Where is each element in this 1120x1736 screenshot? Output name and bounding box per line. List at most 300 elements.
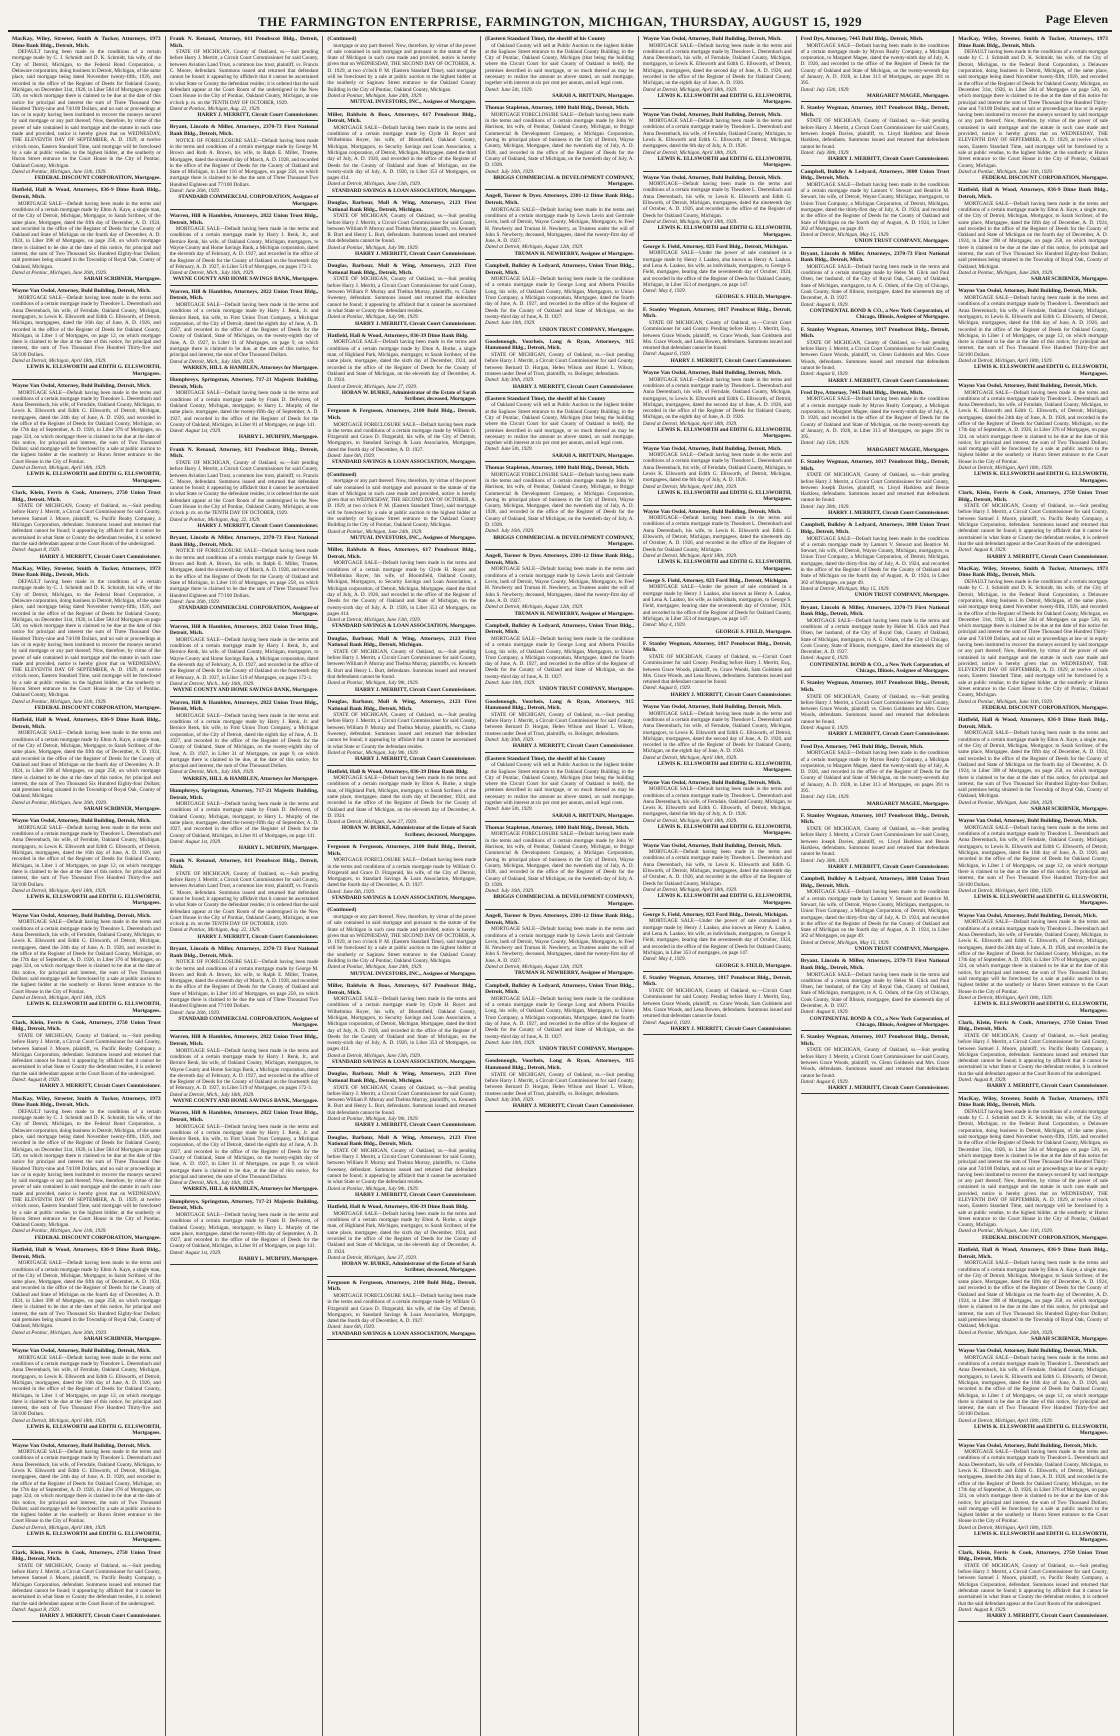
legal-notice [12, 1443, 161, 1547]
notice-body: MORTGAGE—Default having been made in the terms and conditions of a certain mortgage made by Theodore L. Deerenbach and Anna Deerenbach, his wife, to Lewis K. Ellsworth and Edith G. Ellsworth, of Detroit, Michigan, mortgagees, dated the nineteenth day of October, A. D. 1926, and recorded in the office of the Register of Deeds for Oakland County, Michigan. [642, 515, 792, 553]
notice-date: Dated at Pontiac, Michigan, July 9th, 1929. [327, 314, 419, 321]
notice-body: STATE OF MICHIGAN, County of Oakland, ss.—Circuit Court Commissioner for said County. Pending before Harry J. Merritt, Esq., between Grace Woods, plaintiff, vs. Grace Woods, Sam Goldstein and Mrs. Grace Woods, and Lena Bowen, defendants. Summons issued and returned that defendant cannot be found. [642, 988, 792, 1020]
notice-signature: STANDARD SAVINGS & LOAN ASSOCIATION, Mortgagee. [331, 895, 477, 902]
notice-body: MORTGAGE SALE—Default having been made in the terms and conditions of a certain mortgage made by Theodore L. Deerenbach and Anna Deerenbach, his wife, of Ferndale, Oakland County, Michigan, mortgagors, to Lewis K. Ellsworth and Edith G. Ellsworth, of Detroit, Michigan, mortgagees, dated the second day of June, A. D. 1926, and recorded in the office of the Register of Deeds for Oakland County, Michigan, on the eighth day of June, A. D. 1926. [642, 42, 792, 87]
notice-body: STATE OF MICHIGAN, County of Oakland, ss.—Suit pending before Harry J. Merritt, a Circuit Court Commissioner for said County, between Samuel J. Moore, plaintiff, vs. Pacific Realty Company, a Michigan Corporation, defendant. Summons issued and returned that defendant cannot be found; it appearing by affidavit that it cannot be ascertained in what State or County the defendant resides, it is ordered that the said defendant appear at the Court Room of the undersigned. [12, 503, 161, 547]
notice-heading: Douglas, Barbour, Moll & Wing, Attorneys, 2123 First National Bank Bldg., Detroit, Michigan. [327, 635, 477, 649]
notice-signature: UNION TRUST COMPANY, Mortgagee. [539, 326, 634, 333]
notice-date: Dated at Detroit, Michigan, April 18th, 1929. [642, 754, 738, 761]
legal-notice [801, 958, 950, 1031]
notice-heading: Hatfield, Hall & Wood, Attorneys, 836-9 Dime Bank Bldg., Detroit, Mich. [958, 717, 1108, 730]
notice-heading: Fred Dye, Attorney, 7445 Buhl Bldg., Detroit, Mich. [800, 36, 924, 42]
legal-notice [170, 1199, 319, 1266]
notice-heading: Humphreys, Springstun, Attorney, 717-21 Majestic Building, Detroit, Mich. [169, 377, 319, 390]
legal-notice [958, 1020, 1108, 1093]
notice-body: DEFAULT having been made in the conditions of a certain mortgage made by C. J. Schmidt and D. K. Schmidt, his wife, of the City of Detroit, Michigan, to the Federal Bond Corporation, a Delaware corporation, doing business in Detroit, Michigan, of the same place, said mortgage being dated November twenty-fifth, 1926, and recorded in the office of the Register of Deeds for Oakland County, Michigan, on December 31st, 1926, in Liber 584 of Mortgages on page 530, on which mortgage there is claimed to be due at the date of this notice for principal and interest the sum of Three Thousand One Hundred Thirty-nine and 74/100 Dollars, and no suit or proceedings at law or in equity having been instituted to recover the moneys secured by said mortgage or any part thereof; Now, therefore, by virtue of the power of sale contained in said mortgage and the statute in such case made and provided, notice is hereby given that on WEDNESDAY, THE ELEVENTH DAY OF SEPTEMBER, A. D. 1929, at twelve o'clock noon, Eastern Standard Time, said mortgage will be foreclosed by a sale at public vendue, to the highest bidder, at the southerly or Huron Street entrance to the Court House in the City of Pontiac, Oakland County, Michigan. [958, 1108, 1108, 1229]
notice-signature: STANDARD COMMERCIAL CORPORATION, Assignee of Mortgagee. [178, 1015, 319, 1029]
notice-body: STATE OF MICHIGAN, County of Oakland, ss.—Suit pending before Harry J. Merritt, a Circuit Court Commissioner for said County, between Joseph Davies, plaintiff, vs. Lloyd Harkless and Bessie Harkless, defendants. Summons issued and returned that defendants cannot be found. [800, 826, 950, 858]
notice-body: DEFAULT having been made in the conditions of a certain mortgage made by C. J. Schmidt and D. K. Schmidt, his wife, of the City of Detroit, Michigan, to the Federal Bond Corporation, a Delaware corporation, doing business in Detroit, Michigan, of the same place, said mortgage being dated November twenty-fifth, 1926, and recorded in the office of the Register of Deeds for Oakland County, Michigan, on December 31st, 1926, in Liber 584 of Mortgages on page 530, on which mortgage there is claimed to be due at the date of this notice for principal and interest the sum of Three Thousand One Hundred Thirty-nine and 74/100 Dollars, and no suit or proceedings at law or in equity having been instituted to recover the moneys secured by said mortgage or any part thereof; Now, therefore, by virtue of the power of sale contained in said mortgage and the statute in such case made and provided, notice is hereby given that on WEDNESDAY, THE ELEVENTH DAY OF SEPTEMBER, A. D. 1929, at twelve o'clock noon, Eastern Standard Time, said mortgage will be foreclosed by a sale at public vendue, to the highest bidder, at the southerly or Huron Street entrance to the Court House in the City of Pontiac, Oakland County, Michigan. [958, 49, 1108, 169]
legal-notice [170, 377, 319, 444]
notice-date: Dated at Detroit, Mich., July 16th, 1929. [169, 270, 255, 277]
notice-body: MORTGAGE SALE—Default having been made in the terms and conditions of a certain mortgage made by Theodore L. Deerenbach and Anna Deerenbach, his wife, of Ferndale, Oakland County, Michigan, to Lewis K. Ellsworth and Edith G. Ellsworth, of Detroit, Michigan, mortgagees, dated the 24th day of June, A. D. 1926, and recorded in the office of the Register of Deeds for Oakland County, Michigan, on the 17th day of September, A. D. 1926, in Liber 376 of Mortgages, on page 324, on which mortgage there is claimed to be due at the date of this notice, for principal and interest, the sum of Two Thousand Dollars; said mortgage will be foreclosed by a sale at public auction to the highest bidder at the southerly or Huron Street entrance to the Court House in the City of Pontiac. [12, 919, 161, 995]
legal-notice [958, 187, 1108, 285]
notice-signature: LEWIS K. ELLSWORTH and EDITH G. ELLSWORTH, Mortgagees. [26, 364, 161, 377]
notice-body: MORTGAGE SALE—Default having been made in the terms and conditions of a certain mortgage made by Elton A. Burke, a single man, of Highland Park, Michigan, mortgagor, to Sarah Scribner, of the same place, mortgagee, dated the sixth day of December, 1924, and recorded in the office of the Register of Deeds for the County of Oakland and State of Michigan, on the eleventh day of December, A. D. 1924. [327, 339, 477, 384]
legal-notice [958, 1096, 1108, 1244]
notice-heading: Frank N. Renaud, Attorney, 611 Penobscot Bldg., Detroit, Mich. [169, 446, 319, 460]
notice-signature: LEWIS K. ELLSWORTH and EDITH G. ELLSWORTH, Mortgagees. [26, 1423, 161, 1437]
notice-heading: Wayne Van Osdol, Attorney, Buhl Building, Detroit, Mich. [642, 36, 782, 42]
notice-heading: Wayne Van Osdol, Attorney, Buhl Building, Detroit, Mich. [642, 111, 782, 118]
notice-signature: MARGARET MAGEE, Mortgagee. [866, 446, 950, 453]
notice-signature: GEORGE S. FIELD, Mortgagee. [715, 628, 792, 635]
legal-notices-columns [8, 36, 1112, 1736]
notice-signature: LEWIS K. ELLSWORTH and EDITH G. ELLSWORTH, Mortgagees. [657, 559, 792, 572]
notice-heading: Campbell, Bulkley & Ledyard, Attorneys, Union Trust Bldg., Detroit, Mich. [485, 262, 634, 276]
notice-date: Dated at Detroit, Michigan, April 18th, 1929. [12, 994, 107, 1001]
notice-heading: F. Stanley Wegman, Attorney, 1017 Penobscot Bldg., Detroit, Mich. [800, 680, 950, 693]
notice-body: NOTICE OF FORECLOSURE SALE—Default having been made in the terms and conditions of a certain mortgage made by George M. Brown and Ruth A. Brown, his wife, to Ralph E. Miller, Trustee, Mortgagee, dated the sixteenth day of March, A. D. 1928, and recorded in the office of the Register of Deeds for the County of Oakland and State of Michigan, in Liber 116 of Mortgages, on page 258, on which mortgage there is claimed to be due the sum of Three Thousand Two Hundred Eighteen and 77/100 Dollars. [169, 959, 319, 1010]
notice-body: MORTGAGE SALE—Default having been made in the terms and conditions of a certain mortgage made by Helen M. Glick and Paul Olsen, her husband, of the City of Royal Oak, County of Oakland, State of Michigan, mortgagors, to A. G. Odum, of the City of Chicago, Cook County, State of Illinois, mortgagee, dated the nineteenth day of December, A. D. 1927. [800, 263, 950, 302]
legal-notice [643, 112, 792, 172]
notice-body: MORTGAGE SALE—Under the power of sale contained in a mortgage made by Henry J. Laakso, also known as Henry A. Laakso, and Lena A. Laakso, his wife, as individuals, mortgagors, to George S. Field, mortgagee, bearing date the seventeenth day of October, 1924, and recorded in the office of the Register of Deeds for Oakland County, Michigan, in Liber 353 of mortgages, on page 147. [642, 250, 792, 288]
legal-notice [327, 263, 476, 330]
notice-signature: LEWIS K. ELLSWORTH and EDITH G. ELLSWORTH, Mortgagees. [26, 1001, 161, 1014]
legal-notice [958, 288, 1108, 379]
notice-heading: Warren, Hill & Hamblen, Attorneys, 2822 Union Trust Bldg., Detroit, Mich. [169, 212, 319, 226]
notice-body: STATE OF MICHIGAN, County of Oakland, ss.—Suit pending before Harry J. Merritt, a Circuit Court Commissioner for said County, between Samuel J. Moore, plaintiff, vs. Pacific Realty Company, a Michigan Corporation, defendant. Summons issued and returned that defendant cannot be found; it appearing by affidavit that it cannot be ascertained in what State or County the defendant resides, it is ordered that the said defendant appear at the Court Room of the undersigned. [958, 1562, 1108, 1607]
notice-heading: Warren, Hill & Hamblen, Attorneys, 2822 Union Trust Bldg., Detroit, Mich. [169, 623, 319, 637]
notice-signature: WAYNE COUNTY AND HOME SAVINGS BANK, Mortgagee. [172, 1098, 319, 1105]
notice-date: Dated at Detroit, Michigan, April 18th, 1929. [642, 817, 738, 824]
notice-heading: Fred Dye, Attorney, 7445 Buhl Bldg., Detroit, Mich. [800, 389, 924, 396]
notice-body: MORTGAGE SALE—Default having been made in the conditions of a certain mortgage made by Lamont V. Stewart and Beatrice M. Stewart, his wife, of Detroit, Wayne County, Michigan, mortgagors, to Union Trust Company, a Michigan Corporation, of Detroit, Michigan, mortgagee, dated the thirty-first day of July, A. D. 1924, and recorded in the office of the Register of Deeds for the County of Oakland and State of Michigan on the fourth day of August, A. D. 1924, in Liber 362 of Mortgages, on page 49. [800, 889, 950, 940]
column-1 [8, 36, 166, 1736]
notice-body: STATE OF MICHIGAN, County of Oakland, ss.—Circuit Court Commissioner for said County. Pending before Harry J. Merritt, Esq., between Grace Woods, plaintiff, vs. Grace Woods, Sam Goldstein and Mrs. Grace Woods, and Lena Bowen, defendants. Summons issued and returned that defendant cannot be found. [642, 319, 792, 352]
notice-heading: Goodenough, Voorheis, Long & Ryan, Attorneys, 915 Hammond Bldg., Detroit, Mich. [485, 338, 634, 352]
notice-heading: Hatfield, Hall & Wood, Attorneys, 836-9 Dime Bank Bldg., Detroit, Mich. [12, 1247, 161, 1260]
notice-date: Dated: August 8, 1929. [958, 547, 1007, 554]
notice-date: Dated: July 16th, 1929. [485, 168, 535, 175]
notice-signature: LEWIS K. ELLSWORTH and EDITH G. ELLSWORTH, Mortgagees. [26, 894, 161, 907]
notice-body: MORTGAGE SALE—Default having been made in the conditions of a certain mortgage made by Myron Realty Company, a Michigan corporation, to Margaret Magee, dated the twenty-ninth day of July, A. D. 1926, and recorded in the office of the Register of Deeds for the County of Oakland and State of Michigan, on the twenty-seventh day of January, A. D. 1928, in Liber 313 of Mortgages, on pages 391 to 395. [800, 396, 950, 441]
notice-body: mortgage or any part thereof. Now, therefore, by virtue of the power of sale contained in said mortgage and pursuant to the statute of the State of Michigan in such case made and provided, notice is hereby given that on WEDNESDAY, THE SECOND DAY OF OCTOBER, A. D. 1929, at two o'clock P. M. (Eastern Standard Time), said mortgage will be foreclosed by a sale at public auction to the highest bidder at the southerly or Saginaw Street entrance to the Oakland County Building in the City of Pontiac, Oakland County, Michigan. [327, 478, 477, 529]
notice-heading: Douglas, Barbour, Moll & Wing, Attorneys, 2123 First National Bank Bldg., Detroit, Michigan. [327, 1071, 477, 1084]
notice-body: MORTGAGE SALE—Default having been made in the terms and conditions of a certain mortgage made by Harry J. Renk, Jr., and Bernice Renk, his wife, of Oakland County, Michigan, mortgagors, to Wayne County and Home Savings Bank, a Michigan corporation, dated the eleventh day of February, A. D. 1927, and recorded in the office of the Register of Deeds for the County of Oakland on the fourteenth day of February, A. D. 1927, in Liber 519 of Mortgages, on pages 172-3. [169, 1047, 319, 1092]
notice-signature: LEWIS K. ELLSWORTH and EDITH G. ELLSWORTH, Mortgagees. [974, 1001, 1108, 1014]
notice-signature: LEWIS K. ELLSWORTH and EDITH G. ELLSWORTH, Mortgagees. [657, 893, 792, 906]
notice-body: MORTGAGE SALE—Default having been made in the terms and conditions of a certain mortgage made by Frank D. DeForrest, of Oakland County, Michigan, mortgagor, to Harry L. Murphy of the same place, mortgagee, dated the twenty-fifth day of September, A. D. 1927, and recorded in the office of the Register of Deeds for the County of Oakland, Michigan, in Liber 81 of Mortgages, on page 141. [169, 801, 319, 839]
notice-body: MORTGAGE SALE—Default having been made in the terms and conditions of a certain mortgage made by Theodore L. Deerenbach and Anna Deerenbach, his wife, of Ferndale, Oakland County, Michigan, mortgagors, to Lewis K. Ellsworth and Edith G. Ellsworth, of Detroit, Michigan, mortgagees, dated the second day of June, A. D. 1926, and recorded in the office of the Register of Deeds for Oakland County, Michigan, on the eighth day of June, A. D. 1926. [642, 376, 792, 421]
notice-date: Dated at Detroit, Michigan, April 18th, 1929. [642, 420, 738, 427]
notice-date: Dated: July 15th, 1929. [800, 86, 850, 93]
legal-notice [12, 818, 161, 909]
notice-heading: Warren, Hill & Hamblen, Attorneys, 2822 Union Trust Bldg., Detroit, Mich. [169, 1110, 319, 1123]
notice-date: Dated at Pontiac, Michigan, July 9th, 1929. [327, 749, 419, 756]
column-2 [166, 36, 324, 1736]
notice-signature: BRIGGS COMMERCIAL & DEVELOPMENT COMPANY, Mortgagee. [493, 894, 634, 907]
column-7 [954, 36, 1112, 1736]
notice-date: Dated: June 26th, 1929. [169, 1009, 220, 1016]
notice-date: Dated at Pontiac, Michigan, June 26th, 1929. [12, 799, 108, 806]
notice-heading: Thomas Stapleton, Attorney, 1800 Buhl Bldg., Detroit, Mich. [485, 465, 630, 472]
notice-body: STATE OF MICHIGAN, County of Oakland, ss.—Circuit Court Commissioner for said County. Pending before Harry J. Merritt, Esq., between Grace Woods, plaintiff, vs. Grace Woods, Sam Goldstein and Mrs. Grace Woods, and Lena Bowen, defendants. Summons issued and returned that defendant cannot be found. [642, 653, 792, 686]
notice-heading: F. Stanley Wegman, Attorney, 1017 Penobscot Bldg., Detroit, Mich. [800, 459, 950, 472]
notice-heading: Wayne Van Osdol, Attorney, Buhl Building, Detroit, Mich. [12, 912, 151, 919]
notice-signature: MUTUAL INVESTORS, INC., Assignee of Mortgagee. [350, 534, 477, 541]
notice-body: MORTGAGE FORECLOSURE SALE—Default having been made in the terms and conditions of a certain mortgage made by William O. Fitzgerald and Grace D. Fitzgerald, his wife, of the City of Detroit, Mortgagors, to Standard Savings & Loan Association, Mortgagee, dated the fourth day of December, A. D. 1927. [327, 857, 477, 889]
notice-heading: Wayne Van Osdol, Attorney, Buhl Building, Detroit, Mich. [642, 779, 782, 786]
legal-notice [327, 844, 476, 904]
notice-heading: Ferguson & Ferguson, Attorneys, 2100 Buhl Bldg., Detroit, Mich. [327, 844, 477, 857]
notice-body: MORTGAGE SALE—Default having been made in the conditions of a certain mortgage made by Lamont V. Stewart and Beatrice M. Stewart, his wife, of Detroit, Wayne County, Michigan, mortgagors, to Union Trust Company, a Michigan Corporation, of Detroit, Michigan, mortgagee, dated the thirty-first day of July, A. D. 1924, and recorded in the office of the Register of Deeds for the County of Oakland and State of Michigan on the fourth day of August, A. D. 1924, in Liber 362 of Mortgages, on page 49. [800, 535, 950, 586]
legal-notice [12, 1348, 161, 1439]
notice-date: Dated: August 6, 1929. [800, 301, 849, 308]
notice-date: Dated: June 26th, 1929. [169, 598, 220, 605]
legal-notice [327, 907, 476, 980]
notice-heading: Campbell, Bulkley & Ledyard, Attorneys, 3800 Union Trust Bldg., Detroit, Mich. [800, 522, 950, 535]
notice-body: DEFAULT having been made in the conditions of a certain mortgage made by C. J. Schmidt and D. K. Schmidt, his wife, of the City of Detroit, Michigan, to the Federal Bond Corporation, a Delaware corporation, doing business in Detroit, Michigan, of the same place, said mortgage being dated November twenty-fifth, 1926, and recorded in the office of the Register of Deeds for Oakland County, Michigan, on December 31st, 1926, in Liber 584 of Mortgages on page 530, on which mortgage there is claimed to be due at the date of this notice for principal and interest the sum of Three Thousand One Hundred Thirty-nine and 74/100 Dollars, and no suit or proceedings at law or in equity having been instituted to recover the moneys secured by said mortgage or any part thereof; Now, therefore, by virtue of the power of sale contained in said mortgage and the statute in such case made and provided, notice is hereby given that on WEDNESDAY, THE ELEVENTH DAY OF SEPTEMBER, A. D. 1929, at twelve o'clock noon, Eastern Standard Time, said mortgage will be foreclosed by a sale at public vendue, to the highest bidder, at the southerly or Huron Street entrance to the Court House in the City of Pontiac, Oakland County, Michigan. [12, 49, 161, 169]
notice-heading: Bryant, Lincoln & Miller, Attorneys, 2370-73 First National Bank Bldg., Detroit, Mich. [800, 958, 950, 971]
legal-notice [170, 700, 319, 785]
notice-date: Dated at Pontiac, Michigan, June 11th, 1929. [958, 698, 1053, 705]
legal-notice [958, 1348, 1108, 1439]
legal-notice [12, 187, 161, 285]
notice-date: Dated: August 6, 1929. [800, 1078, 849, 1085]
notice-body: STATE OF MICHIGAN, County of Oakland, ss.—Suit pending before Harry J. Merritt, a Circuit Court Commissioner for said County, between Aviation Land Trust, a common law trust, plaintiff, vs. Francis C. Moore, defendant. Summons issued and returned that defendant cannot be found; it appearing by affidavit that it cannot be ascertained in what State or County the defendant resides; it is ordered that the said defendant appear at the Court Room of the undersigned in the New Court House in the City of Pontiac, Oakland County, Michigan, at one o'clock p. m. on the TENTH DAY OF OCTOBER, 1929. [169, 49, 319, 106]
notice-date: Dated at Detroit, Michigan, April 18th, 1929. [958, 994, 1053, 1001]
notice-date: Dated at Pontiac, Michigan, June 24th, 1929. [327, 528, 423, 535]
notice-body: MORTGAGE SALE—Default having been made in the terms and conditions of a certain mortgage made by Theodore L. Deerenbach and Anna Deerenbach, his wife, of Ferndale, Oakland County, Michigan, to Lewis K. Ellsworth and Edith G. Ellsworth, of Detroit, Michigan, mortgagees, dated the 24th day of June, A. D. 1926, and recorded in the office of the Register of Deeds for Oakland County, Michigan, on the 17th day of September, A. D. 1926, in Liber 376 of Mortgages, on page 324, on which mortgage there is claimed to be due at the date of this notice, for principal and interest, the sum of Two Thousand Dollars; said mortgage will be foreclosed by a sale at public auction to the highest bidder at the southerly or Huron Street entrance to the Court House in the City of Pontiac. [958, 389, 1108, 465]
notice-heading: Hatfield, Hall & Wood, Attorneys, 836-9 Dime Bank Bldg., Detroit, Mich. [958, 1247, 1108, 1260]
notice-date: Dated at Detroit, Michigan, April 18th, 1929. [642, 86, 738, 93]
legal-notice [12, 383, 161, 487]
notice-body: MORTGAGE SALE—Default having been made in the terms and conditions of a certain mortgage made by Frank D. DeForrest, of Oakland County, Michigan, mortgagor, to Harry L. Murphy of the same place, mortgagee, dated the twenty-fifth day of September, A. D. 1927, and recorded in the office of the Register of Deeds for the County of Oakland, Michigan, in Liber 81 of Mortgages, on page 141. [169, 390, 319, 428]
legal-notice [801, 522, 950, 601]
notice-heading: Fred Dye, Attorney, 7445 Buhl Bldg., Detroit, Mich. [800, 743, 924, 750]
notice-date: Dated: June 5th, 1929. [485, 446, 533, 453]
notice-heading: Wayne Van Osdol, Attorney, Buhl Building, Detroit, Mich. [12, 1348, 151, 1355]
notice-date: Dated at Detroit, Michigan, August 12th, 1929. [485, 604, 584, 611]
notice-date: Dated: July 30th, 1929. [800, 503, 850, 510]
notice-date: Dated at Detroit, Michigan, April 18th, 1929. [12, 358, 107, 365]
notice-signature: GEORGE S. FIELD, Mortgagee. [715, 962, 792, 969]
notice-signature: GEORGE S. FIELD, Mortgagee. [715, 294, 792, 301]
notice-date: Dated at Detroit, Mich., July 16th, 1929. [169, 680, 255, 687]
notice-heading: Angell, Turner & Dyer, Attorneys, 2301-12 Dime Bank Bldg., Detroit, Mich. [485, 553, 634, 566]
legal-notice [485, 1058, 634, 1112]
notice-body: MORTGAGE SALE—Default having been made in the terms and conditions of a certain mortgage made by Elton A. Kaye, a single man, of the City of Detroit, Michigan, Mortgagor, to Sarah Scribner, of the same place, Mortgagee, dated the fifth day of December, A. D. 1924, and recorded in the office of the Register of Deeds for the County of Oakland and State of Michigan on the fourth day of December, A. D. 1924, in Liber 398 of Mortgages, on page 258, on which mortgage there is claimed to be due at the date of this notice, for principal and interest, the sum of Two Thousand Six Hundred Eighty-four Dollars; said premises being situated in the Township of Royal Oak, County of Oakland, Michigan. [958, 200, 1108, 270]
notice-signature: HARRY J. MERRITT, Circuit Court Commissioner. [828, 863, 950, 870]
notice-signature: FEDERAL DISCOUNT CORPORATION, Mortgagee. [981, 1234, 1108, 1241]
notice-date: Dated: June 6th, 1929. [327, 888, 376, 895]
notice-date: Dated at Detroit, Michigan, August 12th, 1929. [485, 964, 584, 971]
notice-signature: HOBAN W. BURKE, Administrator of the Estate of Sarah Scribner, deceased, Mortgagee. [341, 1261, 477, 1274]
notice-signature: SARAH A. BRITTAIN, Mortgagee. [552, 452, 634, 459]
notice-date: Dated at Detroit, Michigan, April 18th, 1929. [12, 465, 107, 472]
legal-notice [12, 1247, 161, 1345]
legal-notice [12, 1550, 161, 1623]
notice-signature: STANDARD SAVINGS & LOAN ASSOCIATION, Mortgagee. [331, 1059, 477, 1066]
notice-body: MORTGAGE SALE—Default having been made in the conditions of a certain mortgage made by Lamont V. Stewart and Beatrice M. Stewart, his wife, of Detroit, Wayne County, Michigan, mortgagors, to Union Trust Company, a Michigan Corporation, of Detroit, Michigan, mortgagee, dated the thirty-first day of July, A. D. 1924, and recorded in the office of the Register of Deeds for the County of Oakland and State of Michigan on the fourth day of August, A. D. 1924, in Liber 362 of Mortgages, on page 49. [800, 181, 950, 232]
legal-notice [12, 1096, 161, 1244]
legal-notice [485, 465, 634, 550]
notice-heading: F. Stanley Wegman, Attorney, 1017 Penobscot Bldg., Detroit, Mich. [642, 306, 792, 320]
notice-heading: Bryant, Lincoln & Miller, Attorneys, 2370-73 First National Bank Bldg., Detroit, Mich. [169, 535, 319, 548]
notice-heading: (Continued) [327, 907, 357, 914]
notice-heading: Ferguson & Ferguson, Attorneys, 2100 Buhl Bldg., Detroit, Mich. [327, 408, 477, 421]
legal-notice [170, 36, 319, 121]
notice-signature: STANDARD COMMERCIAL CORPORATION, Assignee of Mortgagee. [178, 605, 319, 618]
notice-heading: Hatfield, Hall & Wood, Attorneys, 836-39 Dime Bank Bldg. [327, 332, 469, 339]
notice-body: MORTGAGE—Default having been made in the terms and conditions of a certain mortgage made by Theodore L. Deerenbach and Anna Deerenbach, his wife, to Lewis K. Ellsworth and Edith G. Ellsworth, of Detroit, Michigan, mortgagees, dated the nineteenth day of October, A. D. 1926, and recorded in the office of the Register of Deeds for Oakland County, Michigan. [642, 849, 792, 887]
notice-heading: Bryant, Lincoln & Miller, Attorneys, 2370-73 First National Bank Bldg., Detroit, Mich. [800, 604, 950, 618]
notice-body: MORTGAGE SALE—Default having been made in the terms and conditions of a certain mortgage made by Theodore L. Deerenbach and Anna Deerenbach, his wife, of Ferndale, Oakland County, Michigan, mortgagors, to Lewis K. Ellsworth and Edith G. Ellsworth, of Detroit, Michigan, mortgagees, dated the 16th day of June, A. D. 1926, and recorded in the office of the Register of Deeds for Oakland County, Michigan, in Liber 1 of Mortgages, on page 12, on which mortgage there is claimed to be due at the date of this notice, for principal and interest, the sum of Two Thousand Five Hundred Thirty-five and 50/100 Dollars. [12, 824, 161, 888]
legal-notice [485, 396, 634, 462]
notice-heading: Humphreys, Springstun, Attorney, 717-21 Majestic Building, Detroit, Mich. [169, 788, 319, 801]
notice-body: STATE OF MICHIGAN, County of Oakland, ss.—Suit pending before Harry J. Merritt, a Circuit Court Commissioner for said County, between William P. Murray and Thelma Murray, plaintiffs, vs. Clarke Sweeney, defendant. Summons issued and returned that defendant cannot be found; it appearing by affidavit that it cannot be ascertained in what State or County the defendant resides. [327, 712, 477, 750]
notice-signature: STANDARD SAVINGS & LOAN ASSOCIATION, Mortgagee. [331, 187, 477, 194]
notice-date: Dated: June 10th, 1929. [485, 680, 536, 687]
legal-notice [643, 641, 792, 701]
legal-notice [801, 169, 950, 248]
notice-body: STATE OF MICHIGAN, County of Oakland, ss.—Suit pending before Harry J. Merritt, a Circuit Court Commissioner for said County, between Joseph Davies, plaintiff, vs. Lloyd Harkless and Bessie Harkless, defendants. Summons issued and returned that defendants cannot be found. [800, 118, 950, 150]
notice-signature: HARRY J. MERRITT, Circuit Court Commissioner. [197, 933, 319, 940]
legal-notice [801, 36, 950, 102]
notice-body: MORTGAGE SALE—Default having been made in the terms and conditions of a certain mortgage made by Theodore L. Deerenbach and Anna Deerenbach, his wife, of Ferndale, Oakland County, Michigan, to Lewis K. Ellsworth and Edith G. Ellsworth, of Detroit, Michigan, mortgagees, dated the 6th day of July, A. D. 1926. [642, 118, 792, 150]
legal-notice [170, 788, 319, 855]
legal-notice [327, 1135, 476, 1202]
notice-body: MORTGAGE FORECLOSURE SALE—Default having been made in the terms and conditions of a certain mortgage made by John W. Harrison, his wife, of Pontiac, Oakland County, Michigan, to Briggs Commercial & Development Company, a Michigan Corporation, having its principal place of business in the City of Detroit, Wayne County, Michigan, Mortgagee, dated the twentieth day of July, A. D. 1928, and recorded in the office of the Register of Deeds for the County of Oakland, State of Michigan, on the twentieth day of July, A. D. 1928. [485, 111, 634, 169]
notice-date: Dated at Pontiac, Michigan, June 11th, 1929. [958, 1228, 1053, 1235]
notice-date: Dated: July 30th, 1929. [800, 149, 850, 156]
notice-heading: Hatfield, Hall & Wood, Attorneys, 836-39 Dime Bank Bldg. [327, 1204, 469, 1211]
notice-date: Dated: August 1st, 1929. [169, 1249, 222, 1256]
notice-signature: SARAH SCRIBNER, Mortgagee. [1031, 276, 1108, 283]
notice-signature: HARRY J. MERRITT, Circuit Court Commissioner. [670, 357, 792, 364]
legal-notice [170, 1034, 319, 1107]
notice-date: Dated at Pontiac, Michigan, Aug. 22, 1929. [169, 516, 261, 523]
notice-date: Dated at Detroit, Michigan, April 18th, 1929. [642, 552, 738, 559]
notice-body: MORTGAGE SALE—Default having been made in the terms and conditions of a certain mortgage made by Theodore L. Deerenbach and Anna Deerenbach, his wife, of Ferndale, Oakland County, Michigan, to Lewis K. Ellsworth and Edith G. Ellsworth, of Detroit, Michigan, mortgagees, dated the 24th day of June, A. D. 1926, and recorded in the office of the Register of Deeds for Oakland County, Michigan, on the 17th day of September, A. D. 1926, in Liber 376 of Mortgages, on page 324, on which mortgage there is claimed to be due at the date of this notice, for principal and interest, the sum of Two Thousand Dollars; said mortgage will be foreclosed by a sale at public auction to the highest bidder at the southerly or Huron Street entrance to the Court House in the City of Pontiac. [958, 919, 1108, 995]
legal-notice [485, 193, 634, 260]
notice-heading: Clark, Klein, Ferris & Cook, Attorneys, 2750 Union Trust Bldg., Detroit, Mich. [12, 1549, 161, 1563]
notice-heading: Wayne Van Osdol, Attorney, Buhl Building, Detroit, Mich. [958, 912, 1098, 919]
notice-heading: Hatfield, Hall & Wood, Attorneys, 836-9 Dime Bank Bldg., Detroit, Mich. [12, 187, 161, 201]
notice-signature: HOBAN W. BURKE, Administrator of the Estate of Sarah Scribner, deceased, Mortgagee. [341, 825, 477, 838]
notice-signature: SARAH A. BRITTAIN, Mortgagee. [552, 812, 634, 819]
notice-heading: Clark, Klein, Ferris & Cook, Attorneys, 2750 Union Trust Bldg., Detroit, Mich. [958, 489, 1108, 503]
notice-date: Dated at Pontiac, Michigan, June 24th, 1929. [327, 964, 423, 971]
notice-signature: HOBAN W. BURKE, Administrator of the Estate of Sarah Scribner, deceased, Mortgagee. [341, 389, 477, 403]
notice-heading: Goodenough, Voorheis, Long & Ryan, Attorneys, 915 Hammond Bldg., Detroit, Mich. [485, 698, 634, 712]
notice-body: MORTGAGE SALE—Default having been made in the terms and conditions of a certain mortgage made by Clyde H. Royer and Wilhelmina Royer, his wife, of Bloomfield, Oakland County, Michigan, Mortgagors, to Security Savings and Loan Association, a Michigan corporation, of Detroit, Michigan, Mortgagee, dated the third day of July, A. D. 1926, and recorded in the office of the Register of Deeds for the County of Oakland and State of Michigan, on the twenty-sixth day of July, A. D. 1926, in Liber 353 of Mortgages, on pages 414. [327, 560, 477, 617]
notice-signature: LEWIS K. ELLSWORTH and EDITH G. ELLSWORTH, Mortgagees. [657, 225, 792, 238]
notice-date: Dated: August 8, 1929. [958, 1606, 1007, 1613]
notice-body: MORTGAGE SALE—Under the power of sale contained in a mortgage made by Henry J. Laakso, also known as Henry A. Laakso, and Lena A. Laakso, his wife, as individuals, mortgagors, to George S. Field, mortgagee, bearing date the seventeenth day of October, 1924, and recorded in the office of the Register of Deeds for Oakland County, Michigan, in Liber 353 of mortgages, on page 147. [642, 584, 792, 622]
legal-notice [801, 1034, 950, 1094]
notice-date: Dated: July 15th, 1929. [800, 440, 850, 447]
legal-notice [801, 876, 950, 955]
notice-body: STATE OF MICHIGAN, County of Oakland, ss.—Suit pending before Harry J. Merritt, a Circuit Court Commissioner for said County, between Samuel J. Moore, plaintiff, vs. Pacific Realty Company, a Michigan Corporation, defendant. Summons issued and returned that defendant cannot be found; it appearing by affidavit that it cannot be ascertained in what State or County the defendant resides, it is ordered that the said defendant appear at the Court Room of the undersigned. [958, 1032, 1108, 1077]
notice-date: Dated: August 8, 1929. [12, 1077, 61, 1084]
notice-heading: Wayne Van Osdol, Attorney, Buhl Building, Detroit, Mich. [642, 445, 782, 452]
notice-heading: Miller, Baldwin & Boos, Attorneys, 617 Penobscot Bldg., Detroit, Mich. [327, 547, 477, 560]
notice-date: Dated at Detroit, Michigan, April 18th, 1929. [642, 149, 738, 156]
legal-notice [170, 213, 319, 286]
notice-heading: Frank N. Renaud, Attorney, 611 Penobscot Bldg., Detroit, Mich. [169, 36, 319, 49]
notice-body: MORTGAGE SALE—Default having been made in the terms and conditions of a certain mortgage made by Harry J. Renk, Jr. and Bernice Renk, his wife, to First Union Trust Company, a Michigan corporation, of the City of Detroit, dated the eighth day of June, A. D. 1927, and recorded in the office of the Register of Deeds for the County of Oakland, State of Michigan, on the twenty-eighth day of June, A. D. 1927, in Liber 31 of Mortgages, on page 9, on which mortgage there is claimed to be due, at the date of this notice, for principal and interest, the sum of One Thousand Dollars. [169, 301, 319, 359]
notice-heading: Clark, Klein, Ferris & Cook, Attorneys, 2750 Union Trust Bldg., Detroit, Mich. [958, 1019, 1108, 1033]
notice-body: MORTGAGE SALE—Default having been made in the terms and conditions of a certain mortgage made by Clyde H. Royer and Wilhelmina Royer, his wife, of Bloomfield, Oakland County, Michigan, Mortgagors, to Security Savings and Loan Association, a Michigan corporation, of Detroit, Michigan, Mortgagee, dated the third day of July, A. D. 1926, and recorded in the office of the Register of Deeds for the County of Oakland and State of Michigan, on the twenty-sixth day of July, A. D. 1926, in Liber 353 of Mortgages, on pages 414. [327, 996, 477, 1053]
notice-heading: Campbell, Bulkley & Ledyard, Attorneys, 3800 Union Trust Bldg., Detroit, Mich. [800, 876, 950, 889]
notice-date: Dated: August 1st, 1929. [169, 838, 222, 845]
notice-heading: Goodenough, Voorheis, Long & Ryan, Attorneys, 915 Hammond Bldg., Detroit, Mich. [485, 1058, 634, 1072]
notice-heading: MacKay, Wiley, Streeter, Smith & Tucker, Attorneys, 1973 Dime Bank Bldg., Detroit, Mich. [12, 1095, 161, 1109]
notice-signature: UNION TRUST COMPANY, Mortgagee. [854, 238, 950, 245]
notice-body: MORTGAGE SALE—Default having been made in the terms and conditions of a certain mortgage made by Elton A. Kaye, a single man, of the City of Detroit, Michigan, Mortgagor, to Sarah Scribner, of the same place, Mortgagee, dated the fifth day of December, A. D. 1924, and recorded in the office of the Register of Deeds for the County of Oakland and State of Michigan on the fourth day of December, A. D. 1924, in Liber 398 of Mortgages, on page 258, on which mortgage there is claimed to be due at the date of this notice, for principal and interest, the sum of Two Thousand Six Hundred Eighty-four Dollars; said premises being situated in the Township of Royal Oak, County of Oakland, Michigan. [958, 730, 1108, 800]
notice-heading: F. Stanley Wegman, Attorney, 1017 Penobscot Bldg., Detroit, Mich. [800, 1034, 950, 1047]
notice-body: mortgage or any part thereof. Now, therefore, by virtue of the power of sale contained in said mortgage and pursuant to the statute of the State of Michigan in such case made and provided, notice is hereby given that on WEDNESDAY, THE SECOND DAY OF OCTOBER, A. D. 1929, at two o'clock P. M. (Eastern Standard Time), said mortgage will be foreclosed by a sale at public auction to the highest bidder at the southerly or Saginaw Street entrance to the Oakland County Building in the City of Pontiac, Oakland County, Michigan. [327, 913, 477, 965]
legal-notice [170, 289, 319, 374]
notice-date: Dated at Pontiac, Michigan, June 26th, 1929. [958, 799, 1054, 806]
notice-signature: BRIGGS COMMERCIAL & DEVELOPMENT COMPANY, Mortgagee. [493, 174, 634, 188]
notice-date: Dated at Detroit, Mich., July 16th, 1929. [169, 1091, 255, 1098]
notice-body: NOTICE OF FORECLOSURE SALE—Default having been made in the terms and conditions of a certain mortgage made by George M. Brown and Ruth A. Brown, his wife, to Ralph E. Miller, Trustee, Mortgagee, dated the sixteenth day of March, A. D. 1928, and recorded in the office of the Register of Deeds for the County of Oakland and State of Michigan, in Liber 116 of Mortgages, on page 258, on which mortgage there is claimed to be due the sum of Three Thousand Two Hundred Eighteen and 77/100 Dollars. [169, 137, 319, 188]
notice-body: DEFAULT having been made in the conditions of a certain mortgage made by C. J. Schmidt and D. K. Schmidt, his wife, of the City of Detroit, Michigan, to the Federal Bond Corporation, a Delaware corporation, doing business in Detroit, Michigan, of the same place, said mortgage being dated November twenty-fifth, 1926, and recorded in the office of the Register of Deeds for Oakland County, Michigan, on December 31st, 1926, in Liber 584 of Mortgages on page 530, on which mortgage there is claimed to be due at the date of this notice for principal and interest the sum of Three Thousand One Hundred Thirty-nine and 74/100 Dollars, and no suit or proceedings at law or in equity having been instituted to recover the moneys secured by said mortgage or any part thereof; Now, therefore, by virtue of the power of sale contained in said mortgage and the statute in such case made and provided, notice is hereby given that on WEDNESDAY, THE ELEVENTH DAY OF SEPTEMBER, A. D. 1929, at twelve o'clock noon, Eastern Standard Time, said mortgage will be foreclosed by a sale at public vendue, to the highest bidder, at the southerly or Huron Street entrance to the Court House in the City of Pontiac, Oakland County, Michigan. [958, 579, 1108, 699]
notice-date: Dated: June 10th, 1929. [485, 1039, 536, 1046]
legal-notice [327, 200, 476, 260]
notice-signature: HARRY L. MURPHY, Mortgagee. [238, 434, 319, 441]
notice-body: STATE OF MICHIGAN, County of Oakland, ss.—Suit pending before Harry J. Merritt, a Circuit Court Commissioner for said County, between William P. Murray and Thelma Murray, plaintiffs, vs. Kenneth R. Burt and Henry L. Burt, defendants. Summons issued and returned that defendants cannot be found. [327, 648, 477, 681]
notice-heading: Ferguson & Ferguson, Attorneys, 2100 Buhl Bldg., Detroit, Mich. [327, 1279, 477, 1293]
notice-body: MORTGAGE SALE—Default having been made in the terms and conditions of a certain mortgage made by Elton A. Burke, a single man, of Highland Park, Michigan, mortgagor, to Sarah Scribner, of the same place, mortgagee, dated the sixth day of December, 1924, and recorded in the office of the Register of Deeds for the County of Oakland and State of Michigan, on the eleventh day of December, A. D. 1924. [327, 775, 477, 819]
notice-body: MORTGAGE SALE—Default having been made in the terms and conditions of a certain mortgage made by Elton A. Kaye, a single man, of the City of Detroit, Michigan, Mortgagor, to Sarah Scribner, of the same place, Mortgagee, dated the fifth day of December, A. D. 1924, and recorded in the office of the Register of Deeds for the County of Oakland and State of Michigan on the fourth day of December, A. D. 1924, in Liber 398 of Mortgages, on page 258, on which mortgage there is claimed to be due at the date of this notice, for principal and interest, the sum of Two Thousand Six Hundred Eighty-four Dollars; said premises being situated in the Township of Royal Oak, County of Oakland, Michigan. [12, 200, 161, 270]
notice-body: MORTGAGE SALE—Default having been made in the terms and conditions of a certain mortgage made by Theodore L. Deerenbach and Anna Deerenbach, his wife, of Ferndale, Oakland County, Michigan, mortgagors, to Lewis K. Ellsworth and Edith G. Ellsworth, of Detroit, Michigan, mortgagees, dated the 16th day of June, A. D. 1926, and recorded in the office of the Register of Deeds for Oakland County, Michigan, in Liber 1 of Mortgages, on page 12, on which mortgage there is claimed to be due at the date of this notice, for principal and interest, the sum of Two Thousand Five Hundred Thirty-five and 50/100 Dollars. [958, 295, 1108, 358]
notice-heading: Angell, Turner & Dyer, Attorneys, 2301-12 Dime Bank Bldg., Detroit, Mich. [485, 913, 634, 926]
notice-signature: WAYNE COUNTY AND HOME SAVINGS BANK, Mortgagee. [172, 276, 319, 283]
notice-body: MORTGAGE SALE—Default having been made in the terms and conditions of a certain mortgage made by Clyde H. Royer and Wilhelmina Royer, his wife, of Bloomfield, Oakland County, Michigan, Mortgagors, to Security Savings and Loan Association, a Michigan corporation, of Detroit, Michigan, Mortgagee, dated the third day of July, A. D. 1926, and recorded in the office of the Register of Deeds for the County of Oakland and State of Michigan, on the twenty-sixth day of July, A. D. 1926, in Liber 353 of Mortgages, on pages 414. [327, 124, 477, 182]
page-number-label: Page Eleven [1045, 12, 1108, 26]
notice-signature: UNION TRUST COMPANY, Mortgagee. [854, 946, 950, 953]
column-6 [797, 36, 955, 1736]
legal-notice [485, 913, 634, 980]
notice-date: Dated at Detroit, Michigan, May 15, 1929. [800, 585, 890, 592]
notice-body: MORTGAGE SALE—Default having been made in the terms and conditions of a certain mortgage made by Theodore L. Deerenbach and Anna Deerenbach, his wife, of Ferndale, Oakland County, Michigan, mortgagors, to Lewis K. Ellsworth and Edith G. Ellsworth, of Detroit, Michigan, mortgagees, dated the 16th day of June, A. D. 1926, and recorded in the office of the Register of Deeds for Oakland County, Michigan, in Liber 1 of Mortgages, on page 12, on which mortgage there is claimed to be due at the date of this notice, for principal and interest, the sum of Two Thousand Five Hundred Thirty-five and 50/100 Dollars. [12, 295, 161, 358]
notice-heading: (Eastern Standard Time), the sheriff of his County [485, 36, 606, 42]
notice-heading: Campbell, Bulkley & Ledyard, Attorneys, 3800 Union Trust Bldg., Detroit, Mich. [800, 168, 950, 182]
notice-signature: MUTUAL INVESTORS, INC., Assignee of Mortgagee. [350, 970, 477, 977]
notice-date: Dated at Detroit, Michigan, April 18th, 1929. [12, 887, 107, 894]
notice-date: Dated at Detroit, Michigan, April 18th, 1929. [958, 358, 1053, 365]
legal-notice [643, 307, 792, 367]
notice-signature: FEDERAL DISCOUNT CORPORATION, Mortgagee. [34, 175, 161, 182]
notice-signature: LEWIS K. ELLSWORTH and EDITH G. ELLSWORTH, Mortgagees. [26, 1531, 161, 1544]
notice-date: Dated: June 10th, 1929. [485, 320, 536, 327]
legal-notice [643, 509, 792, 575]
legal-notice [485, 36, 634, 102]
notice-date: Dated at Pontiac, Michigan, July 9th, 1929. [327, 680, 419, 687]
legal-notice [958, 36, 1108, 184]
notice-date: Dated at Detroit, Michigan, June 13th, 1929. [327, 617, 422, 624]
notice-date: Dated: August 8, 1929. [12, 1606, 61, 1613]
legal-notice [12, 566, 161, 714]
legal-notice [12, 717, 161, 815]
notice-heading: Bryant, Lincoln & Miller, Attorneys, 2370-73 First National Bank Bldg., Detroit, Mich. [169, 124, 319, 138]
notice-heading: Wayne Van Osdol, Attorney, Buhl Building, Detroit, Mich. [12, 382, 151, 389]
notice-heading: George S. Field, Attorney, 823 Ford Bldg., Detroit, Michigan. [642, 911, 789, 918]
notice-signature: SARAH A. BRITTAIN, Mortgagee. [552, 92, 634, 99]
legal-notice [485, 825, 634, 910]
legal-notice [12, 36, 161, 184]
notice-date: Dated at Detroit, Michigan, April 18th, 1929. [958, 887, 1053, 894]
notice-signature: STANDARD SAVINGS & LOAN ASSOCIATION, Mortgagee. [331, 1330, 477, 1337]
notice-signature: CONTINENTAL BOND & CO., a New York Corporation, of Chicago, Illinois, Assignee of Mortgagee. [809, 307, 950, 321]
legal-notice [801, 744, 950, 810]
notice-date: Dated at Detroit, Michigan, April 18th, 1929. [958, 1417, 1053, 1424]
notice-body: MORTGAGE SALE—Default having been made in the terms and conditions of a certain mortgage made by Theodore L. Deerenbach and Anna Deerenbach, his wife, of Ferndale, Oakland County, Michigan, mortgagors, to Lewis K. Ellsworth and Edith G. Ellsworth, of Detroit, Michigan, mortgagees, dated the 16th day of June, A. D. 1926, and recorded in the office of the Register of Deeds for Oakland County, Michigan, in Liber 1 of Mortgages, on page 12, on which mortgage there is claimed to be due at the date of this notice, for principal and interest, the sum of Two Thousand Five Hundred Thirty-five and 50/100 Dollars. [958, 824, 1108, 888]
notice-date: Dated at Detroit, Michigan, April 18th, 1929. [642, 483, 738, 490]
notice-signature: HARRY J. MERRITT, Circuit Court Commissioner. [512, 743, 634, 750]
notice-signature: HARRY J. MERRITT, Circuit Court Commissioner. [355, 1191, 477, 1198]
notice-body: DEFAULT having been made in the conditions of a certain mortgage made by C. J. Schmidt and D. K. Schmidt, his wife, of the City of Detroit, Michigan, to the Federal Bond Corporation, a Delaware corporation, doing business in Detroit, Michigan, of the same place, said mortgage being dated November twenty-fifth, 1926, and recorded in the office of the Register of Deeds for Oakland County, Michigan, on December 31st, 1926, in Liber 584 of Mortgages on page 530, on which mortgage there is claimed to be due at the date of this notice for principal and interest the sum of Three Thousand One Hundred Thirty-nine and 74/100 Dollars, and no suit or proceedings at law or in equity having been instituted to recover the moneys secured by said mortgage or any part thereof; Now, therefore, by virtue of the power of sale contained in said mortgage and the statute in such case made and provided, notice is hereby given that on WEDNESDAY, THE ELEVENTH DAY OF SEPTEMBER, A. D. 1929, at twelve o'clock noon, Eastern Standard Time, said mortgage will be foreclosed by a sale at public vendue, to the highest bidder, at the southerly or Huron Street entrance to the Court House in the City of Pontiac, Oakland County, Michigan. [12, 579, 161, 699]
notice-signature: WARREN, HILL & HAMBLEN, Attorneys for Mortgagee. [182, 775, 319, 782]
notice-body: MORTGAGE SALE—Default having been made in the terms and conditions of a certain mortgage made by Theodore L. Deerenbach and Anna Deerenbach, his wife, of Ferndale, Oakland County, Michigan, mortgagors, to Lewis K. Ellsworth and Edith G. Ellsworth, of Detroit, Michigan, mortgagees, dated the 16th day of June, A. D. 1926, and recorded in the office of the Register of Deeds for Oakland County, Michigan, in Liber 1 of Mortgages, on page 12, on which mortgage there is claimed to be due at the date of this notice, for principal and interest, the sum of Two Thousand Five Hundred Thirty-five and 50/100 Dollars. [958, 1354, 1108, 1418]
legal-notice [801, 605, 950, 678]
column-3 [323, 36, 481, 1736]
legal-notice [643, 578, 792, 638]
notice-body: STATE OF MICHIGAN, County of Oakland, ss.—Suit pending before Harry J. Merritt, a Circuit Court Commissioner for said County, between Joseph Davies, plaintiff, vs. Lloyd Harkless and Bessie Harkless, defendants. Summons issued and returned that defendants cannot be found. [800, 472, 950, 504]
notice-heading: Wayne Van Osdol, Attorney, Buhl Building, Detroit, Mich. [958, 1442, 1098, 1449]
notice-signature: UNION TRUST COMPANY, Mortgagee. [539, 1046, 634, 1053]
legal-notice [958, 490, 1108, 563]
column-4 [481, 36, 639, 1736]
notice-date: Dated: July 30th, 1929. [485, 737, 535, 744]
notice-heading: Hatfield, Hall & Wood, Attorneys, 836-9 Dime Bank Bldg., Detroit, Mich. [12, 717, 161, 730]
notice-date: Dated at Detroit, Michigan, April 18th, 1929. [12, 1417, 107, 1424]
legal-notice [643, 370, 792, 443]
notice-body: STATE OF MICHIGAN, County of Oakland, ss.—Suit pending before Harry J. Merritt, a Circuit Court Commissioner for said County, between Samuel J. Moore, plaintiff, vs. Pacific Realty Company, a Michigan Corporation, defendant. Summons issued and returned that defendant cannot be found; it appearing by affidavit that it cannot be ascertained in what State or County the defendant resides, it is ordered that the said defendant appear at the Court Room of the undersigned. [12, 1032, 161, 1077]
legal-notice [170, 535, 319, 620]
notice-heading: Campbell, Bulkley & Ledyard, Attorneys, Union Trust Bldg., Detroit, Mich. [485, 622, 634, 636]
legal-notice [327, 1280, 476, 1340]
masthead-title: THE FARMINGTON ENTERPRISE, FARMINGTON, MICHIGAN, THURSDAY, AUGUST 15, 1929 [257, 14, 863, 29]
legal-notice [643, 975, 792, 1035]
notice-body: MORTGAGE SALE—Default having been made in the terms and conditions of a certain mortgage made by Elton A. Kaye, a single man, of the City of Detroit, Michigan, Mortgagor, to Sarah Scribner, of the same place, Mortgagee, dated the fifth day of December, A. D. 1924, and recorded in the office of the Register of Deeds for the County of Oakland and State of Michigan on the fourth day of December, A. D. 1924, in Liber 398 of Mortgages, on page 258, on which mortgage there is claimed to be due at the date of this notice, for principal and interest, the sum of Two Thousand Six Hundred Eighty-four Dollars; said premises being situated in the Township of Royal Oak, County of Oakland, Michigan. [958, 1260, 1108, 1330]
notice-heading: (Eastern Standard Time), the sheriff of his County [485, 755, 606, 762]
notice-date: Dated at Pontiac, Michigan, June 11th, 1929. [12, 698, 107, 705]
notice-body: MORTGAGE SALE—Default having been made in the terms and conditions of a certain mortgage made by Frank D. DeForrest, of Oakland County, Michigan, mortgagor, to Harry L. Murphy of the same place, mortgagee, dated the twenty-fifth day of September, A. D. 1927, and recorded in the office of the Register of Deeds for the County of Oakland, Michigan, in Liber 81 of Mortgages, on page 141. [169, 1211, 319, 1250]
legal-notice [327, 333, 476, 406]
notice-signature: LEWIS K. ELLSWORTH and EDITH G. ELLSWORTH, Mortgagees. [657, 155, 792, 169]
notice-date: Dated: July 30th, 1929. [485, 1096, 535, 1103]
notice-body: MORTGAGE SALE—Default having been made in the terms and conditions of a certain mortgage made by Theodore L. Deerenbach and Anna Deerenbach, his wife, of Ferndale, Oakland County, Michigan, mortgagors, to Lewis K. Ellsworth and Edith G. Ellsworth, of Detroit, Michigan, mortgagees, dated the 16th day of June, A. D. 1926, and recorded in the office of the Register of Deeds for Oakland County, Michigan, in Liber 1 of Mortgages, on page 12, on which mortgage there is claimed to be due at the date of this notice, for principal and interest, the sum of Two Thousand Five Hundred Thirty-five and 50/100 Dollars. [12, 1354, 161, 1418]
notice-signature: STANDARD SAVINGS & LOAN ASSOCIATION, Mortgagee. [331, 623, 477, 630]
legal-notice [958, 566, 1108, 714]
notice-date: Dated: August 6, 1929. [642, 685, 692, 692]
notice-heading: Wayne Van Osdol, Attorney, Buhl Building, Detroit, Mich. [642, 508, 782, 515]
notice-signature: LEWIS K. ELLSWORTH and EDITH G. ELLSWORTH, Mortgagees. [657, 427, 792, 440]
notice-date: Dated at Pontiac, Michigan, Aug. 22, 1929. [169, 927, 261, 934]
notice-body: NOTICE OF FORECLOSURE SALE—Default having been made in the terms and conditions of a certain mortgage made by George M. Brown and Ruth A. Brown, his wife, to Ralph E. Miller, Trustee, Mortgagee, dated the sixteenth day of March, A. D. 1928, and recorded in the office of the Register of Deeds for the County of Oakland and State of Michigan, in Liber 116 of Mortgages, on page 258, on which mortgage there is claimed to be due the sum of Three Thousand Two Hundred Eighteen and 77/100 Dollars. [169, 548, 319, 599]
notice-signature: CONTINENTAL BOND & CO., a New York Corporation, of Chicago, Illinois, Assignee of Mortgagee. [809, 661, 950, 675]
legal-notice [485, 105, 634, 190]
notice-heading: Wayne Van Osdol, Attorney, Buhl Building, Detroit, Mich. [12, 1442, 151, 1449]
notice-heading: Wayne Van Osdol, Attorney, Buhl Building, Detroit, Mich. [642, 174, 782, 181]
notice-body: MORTGAGE SALE—Default having been made in the terms and conditions of a certain mortgage made by Elton A. Kaye, a single man, of the City of Detroit, Michigan, Mortgagor, to Sarah Scribner, of the same place, Mortgagee, dated the fifth day of December, A. D. 1924, and recorded in the office of the Register of Deeds for the County of Oakland and State of Michigan on the fourth day of December, A. D. 1924, in Liber 398 of Mortgages, on page 258, on which mortgage there is claimed to be due at the date of this notice, for principal and interest, the sum of Two Thousand Six Hundred Eighty-four Dollars; said premises being situated in the Township of Royal Oak, County of Oakland, Michigan. [12, 1260, 161, 1330]
notice-body: STATE OF MICHIGAN, County of Oakland, ss.—Suit pending before Harry J. Merritt, a Circuit Court Commissioner for said County, between Bernard D. Horgan, Helen Wilson and Hazel L. Wilson, trustees under Deed of Trust, plaintiffs, vs. Bolinger, defendants. [485, 711, 634, 737]
notice-body: STATE OF MICHIGAN, County of Oakland, ss.—Suit pending before Harry J. Merritt, a Circuit Court Commissioner for said County, between Grace Woods, plaintiff, vs. Glenn Goldstein and Mrs. Grace Woods, defendants. Summons issued and returned that defendants cannot be found. [800, 339, 950, 371]
